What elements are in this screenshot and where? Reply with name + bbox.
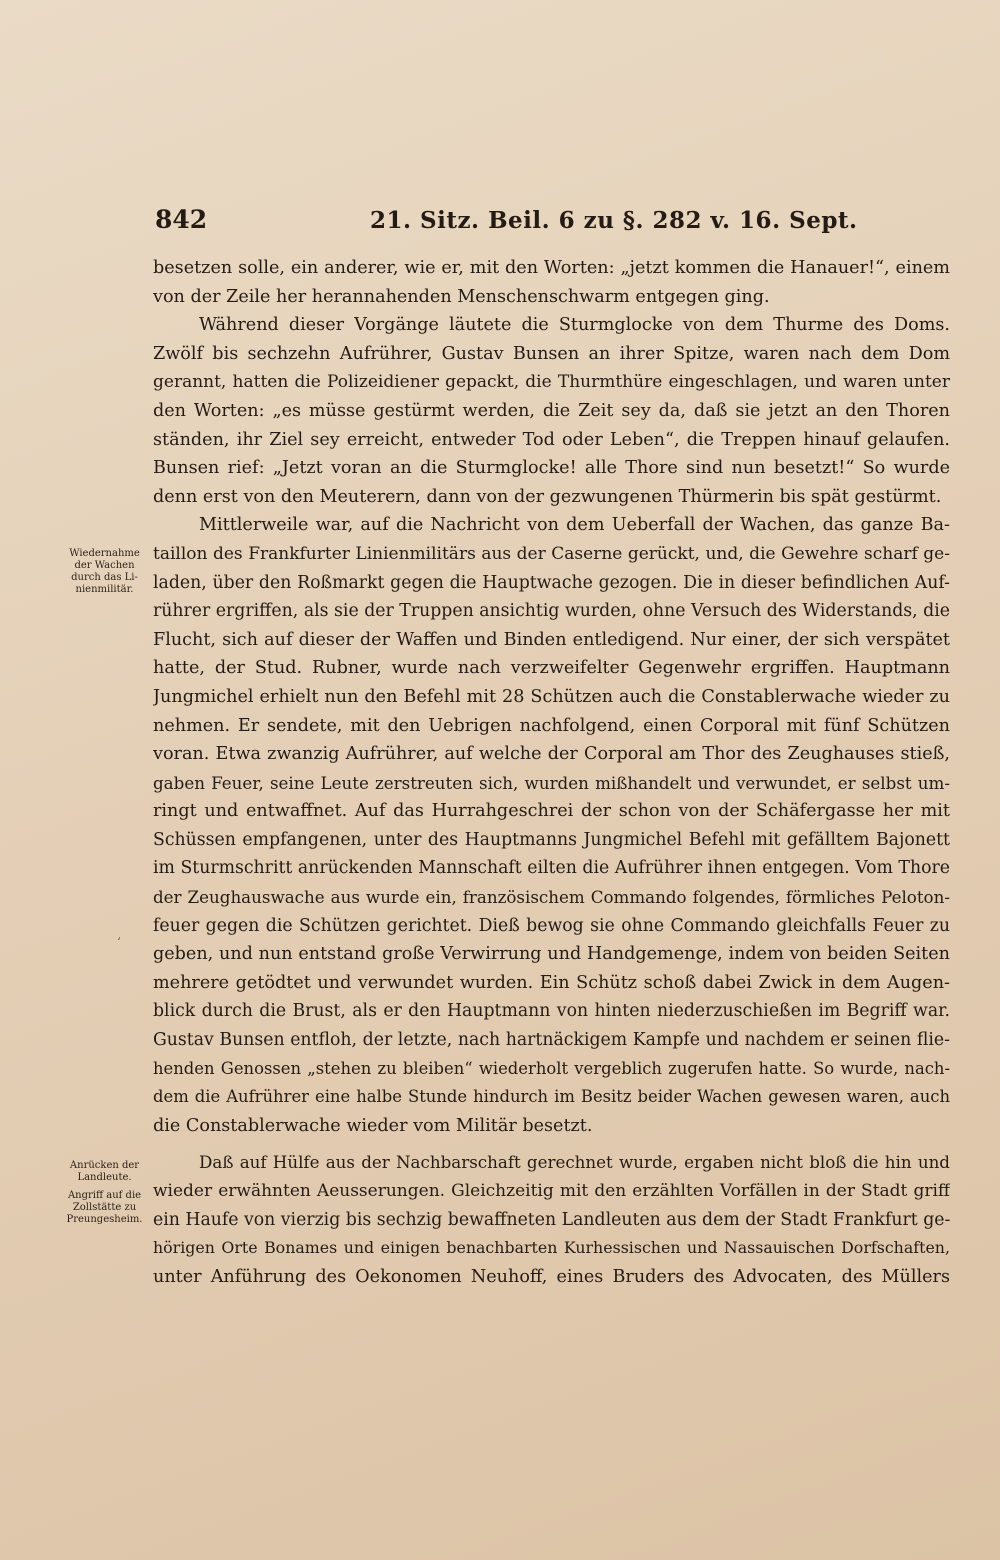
text-line: ringt und entwaffnet. Auf das Hurrahgeschrei der schon von der Schäfergasse her mit — [153, 801, 950, 822]
text-line: Jungmichel erhielt nun den Befehl mit 28 Schützen auch die Constablerwache wieder zu — [153, 686, 950, 707]
margin-note-line: Landleute. — [77, 1172, 132, 1183]
margin-note-line: durch das Li- — [71, 572, 138, 583]
text-line: die Constablerwache wieder vom Militär besetzt. — [153, 1115, 593, 1136]
text-line: wieder erwähnten Aeusserungen. Gleichzeitig mit den erzählten Vorfällen in der Stadt griff — [153, 1181, 950, 1201]
text-line: geben, und nun entstand große Verwirrung und Handgemenge, indem von beiden Seiten — [153, 944, 950, 965]
text-line: der Zeughauswache aus wurde ein, französischem Commando folgendes, förmliches Peloton- — [153, 887, 950, 908]
margin-note-advance — [57, 1160, 152, 1184]
text-line: denn erst von den Meuterern, dann von der gezwungenen Thürmerin bis spät gestürmt. — [153, 486, 942, 507]
margin-dot: ‘ — [117, 935, 121, 949]
text-line: ein Haufe von vierzig bis sechzig bewaffneten Landleuten aus dem der Stadt Frankfurt ge- — [153, 1209, 950, 1230]
text-line: mehrere getödtet und verwundet wurden. Ein Schütz schoß dabei Zwick in dem Augen- — [153, 972, 950, 993]
text-line: besetzen solle, ein anderer, wie er, mit den Worten: „jetzt kommen die Hanauer!“, einem — [153, 258, 950, 278]
text-line: Flucht, sich auf dieser der Waffen und Binden entledigend. Nur einer, der sich verspätet — [153, 629, 950, 650]
text-line: laden, über den Roßmarkt gegen die Hauptwache gezogen. Die in dieser befindlichen Auf- — [153, 572, 950, 593]
text-line: Daß auf Hülfe aus der Nachbarschaft gerechnet wurde, ergaben nicht bloß die hin und — [199, 1152, 950, 1173]
margin-note-line: Zollstätte zu — [72, 1202, 137, 1213]
margin-note-line: Preungesheim. — [66, 1214, 143, 1225]
text-line: feuer gegen die Schützen gerichtet. Dieß bewog sie ohne Commando gleichfalls Feuer zu — [153, 915, 950, 936]
body-text — [153, 254, 950, 1291]
margin-note-recapture — [57, 548, 152, 596]
text-line: henden Genossen „stehen zu bleiben“ wiederholt vergeblich zugerufen hatte. So wurde, nach- — [153, 1058, 950, 1078]
page-header — [150, 205, 950, 239]
margin-note-line: der Wachen — [74, 560, 135, 571]
margin-note-attack — [57, 1190, 152, 1226]
text-line: hatte, der Stud. Rubner, wurde nach verzweifelter Gegenwehr ergriffen. Hauptmann — [153, 658, 950, 679]
text-line: gaben Feuer, seine Leute zerstreuten sich, wurden mißhandelt und verwundet, er selbst um- — [153, 772, 950, 793]
text-line: gerannt, hatten die Polizeidiener gepackt, die Thurmthüre eingeschlagen, und waren unter — [153, 372, 950, 393]
text-line: Während dieser Vorgänge läutete die Sturmglocke von dem Thurme des Doms. — [199, 315, 950, 336]
text-line: im Sturmschritt anrückenden Mannschaft eilten die Aufrührer ihnen entgegen. Vom Thore — [153, 858, 950, 879]
page-number: 842 — [155, 205, 208, 234]
text-line: taillon des Frankfurter Linienmilitärs aus der Caserne gerückt, und, die Gewehre scharf ge- — [153, 543, 950, 564]
text-line: blick durch die Brust, als er den Hauptmann von hinten niederzuschießen im Begriff war. — [153, 1001, 950, 1022]
text-line: unter Anführung des Oekonomen Neuhoff, eines Bruders des Advocaten, des Müllers — [153, 1266, 950, 1287]
text-line: den Worten: „es müsse gestürmt werden, die Zeit sey da, daß sie jetzt an den Thoren — [153, 400, 950, 421]
text-line: ständen, ihr Ziel sey erreicht, entweder Tod oder Leben“, die Treppen hinauf gelaufen. — [153, 429, 950, 450]
text-line: voran. Etwa zwanzig Aufrührer, auf welche der Corporal am Thor des Zeughauses stieß, — [153, 744, 950, 765]
text-line: nehmen. Er sendete, mit den Uebrigen nachfolgend, einen Corporal mit fünf Schützen — [153, 715, 950, 736]
text-line: Schüssen empfangenen, unter des Hauptmanns Jungmichel Befehl mit gefälltem Bajonett — [153, 829, 950, 850]
text-line: Bunsen rief: „Jetzt voran an die Sturmglocke! alle Thore sind nun besetzt!“ So wurde — [153, 458, 950, 479]
text-line: von der Zeile her herannahenden Menschenschwarm entgegen ging. — [153, 286, 770, 307]
text-line: dem die Aufrührer eine halbe Stunde hindurch im Besitz beider Wachen gewesen waren, auch — [153, 1087, 950, 1107]
text-line: hörigen Orte Bonames und einigen benachbarten Kurhessischen und Nassauischen Dorfschaften, — [153, 1238, 950, 1258]
margin-note-line: Wiedernahme — [69, 548, 140, 559]
text-line: Gustav Bunsen entfloh, der letzte, nach hartnäckigem Kampfe und nachdem er seinen flie- — [153, 1030, 950, 1051]
text-line: Zwölf bis sechzehn Aufrührer, Gustav Bunsen an ihrer Spitze, waren nach dem Dom — [153, 343, 950, 364]
margin-note-line: Angriff auf die — [67, 1190, 142, 1201]
text-line: Mittlerweile war, auf die Nachricht von dem Ueberfall der Wachen, das ganze Ba- — [199, 515, 950, 536]
margin-note-line: nienmilitär. — [75, 584, 134, 595]
text-line: rührer ergriffen, als sie der Truppen ansichtig wurden, ohne Versuch des Widerstands, die — [153, 601, 950, 622]
margin-note-line: Anrücken der — [69, 1160, 140, 1171]
running-head: 21. Sitz. Beil. 6 zu §. 282 v. 16. Sept. — [370, 207, 858, 234]
